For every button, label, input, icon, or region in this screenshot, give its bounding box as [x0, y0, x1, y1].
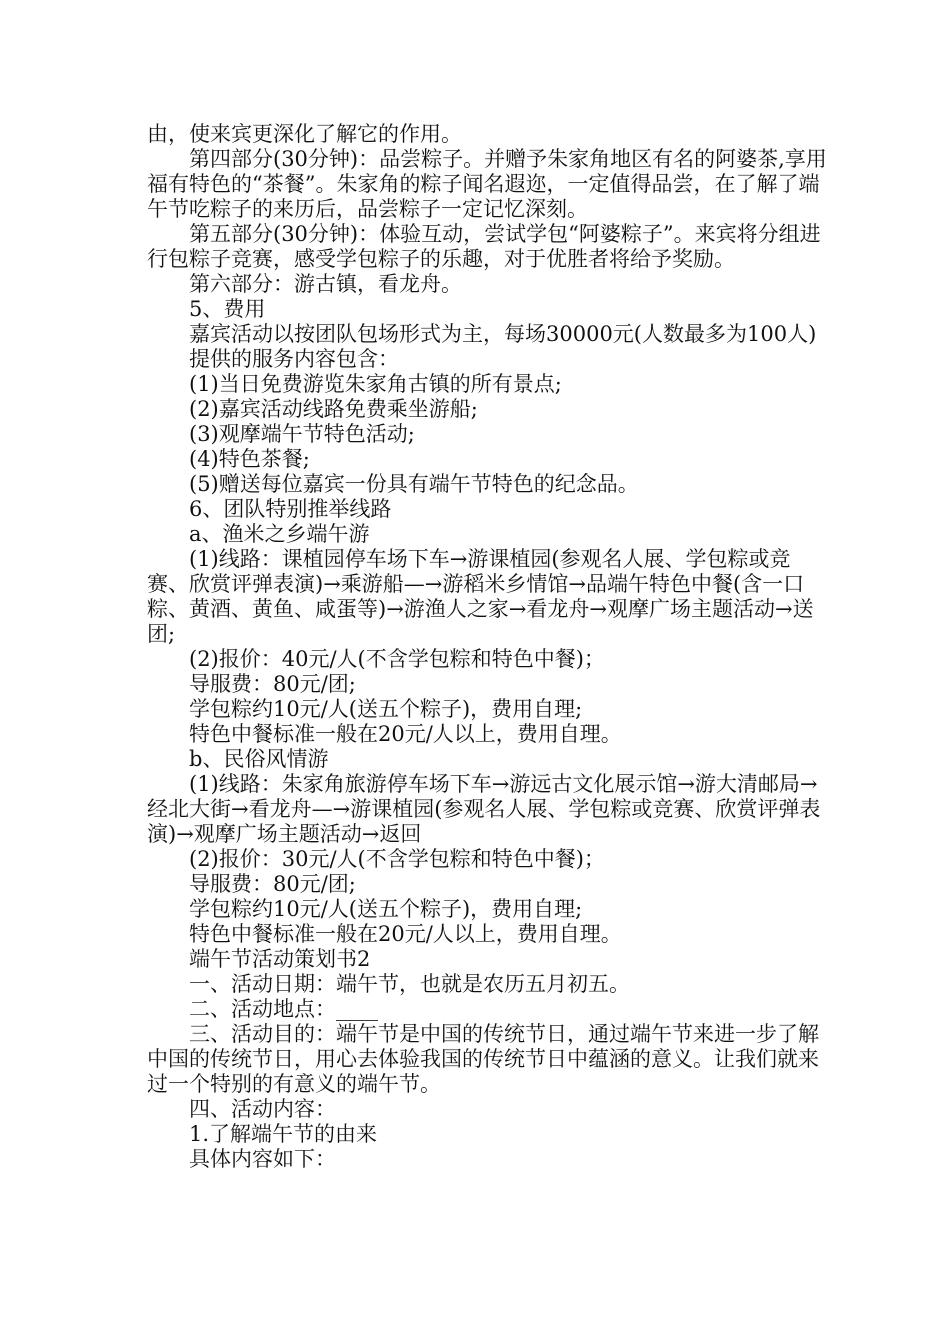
paragraph-6: 嘉宾活动以按团队包场形式为主，每场30000元(人数最多为100人) — [189, 322, 817, 346]
document-page — [147, 122, 827, 1172]
content-details: 具体内容如下： — [189, 1147, 336, 1171]
document-title-2: 端午节活动策划书2 — [189, 947, 371, 971]
paragraph-1: 由，使来宾更深化了解它的作用。 — [147, 122, 462, 146]
activity-content-heading: 四、活动内容： — [189, 1097, 336, 1121]
list-item-3: (3)观摩端午节特色活动; — [189, 422, 415, 446]
paragraph-3: 第五部分(30分钟)：体验互动，尝试学包“阿婆粽子”。来宾将分组进行包粽子竞赛，感受学包粽子的乐趣，对于优胜者将给予奖励。 — [147, 222, 821, 271]
route-b-zongzi-fee: 学包粽约10元/人(送五个粽子)，费用自理; — [189, 897, 583, 921]
route-b-heading: b、民俗风情游 — [189, 747, 329, 771]
content-item-1: 1.了解端午节的由来 — [189, 1122, 378, 1146]
route-a-heading: a、渔米之乡端午游 — [189, 522, 370, 546]
list-item-1: (1)当日免费游览朱家角古镇的所有景点; — [189, 372, 562, 396]
list-item-2: (2)嘉宾活动线路免费乘坐游船; — [189, 397, 478, 421]
route-a-zongzi-fee: 学包粽约10元/人(送五个粽子)，费用自理; — [189, 697, 583, 721]
activity-date: 一、活动日期：端午节，也就是农历五月初五。 — [189, 972, 630, 996]
activity-location: 二、活动地点：____ — [189, 997, 378, 1021]
route-a-itinerary: (1)线路：课植园停车场下车→游课植园(参观名人展、学包粽或竞赛、欣赏评弹表演)→乘游船—→游稻米乡情馆→品端午特色中餐(含一口粽、黄酒、黄鱼、咸蛋等)→游渔人之家→看龙舟→观摩广场主题活动→送团; — [147, 547, 814, 646]
route-a-price: (2)报价：40元/人(不含学包粽和特色中餐)； — [189, 647, 605, 671]
route-a-guide-fee: 导服费：80元/团; — [189, 672, 356, 696]
route-a-meal-fee: 特色中餐标准一般在20元/人以上，费用自理。 — [189, 722, 622, 746]
activity-purpose: 三、活动目的：端午节是中国的传统节日，通过端午节来进一步了解中国的传统节日，用心去体验我国的传统节日中蕴涵的意义。让我们就来过一个特别的有意义的端午节。 — [147, 1022, 819, 1096]
section-heading-fees: 5、费用 — [189, 297, 266, 321]
route-b-itinerary: (1)线路：朱家角旅游停车场下车→游远古文化展示馆→游大清邮局→经北大街→看龙舟—→游课植园(参观名人展、学包粽或竞赛、欣赏评弹表演)→观摩广场主题活动→返回 — [147, 772, 821, 846]
route-b-guide-fee: 导服费：80元/团; — [189, 872, 356, 896]
route-b-price: (2)报价：30元/人(不含学包粽和特色中餐)； — [189, 847, 605, 871]
section-heading-routes: 6、团队特别推举线路 — [189, 497, 392, 521]
route-b-meal-fee: 特色中餐标准一般在20元/人以上，费用自理。 — [189, 922, 622, 946]
list-item-4: (4)特色茶餐; — [189, 447, 310, 471]
paragraph-7: 提供的服务内容包含： — [189, 347, 399, 371]
list-item-5: (5)赠送每位嘉宾一份具有端午节特色的纪念品。 — [189, 472, 639, 496]
paragraph-4: 第六部分：游古镇，看龙舟。 — [189, 272, 462, 296]
paragraph-2: 第四部分(30分钟)：品尝粽子。并赠予朱家角地区有名的阿婆茶,享用福有特色的“茶餐”。朱家角的粽子闻名遐迩，一定值得品尝，在了解了端午节吃粽子的来历后，品尝粽子一定记忆深刻。 — [147, 147, 827, 221]
